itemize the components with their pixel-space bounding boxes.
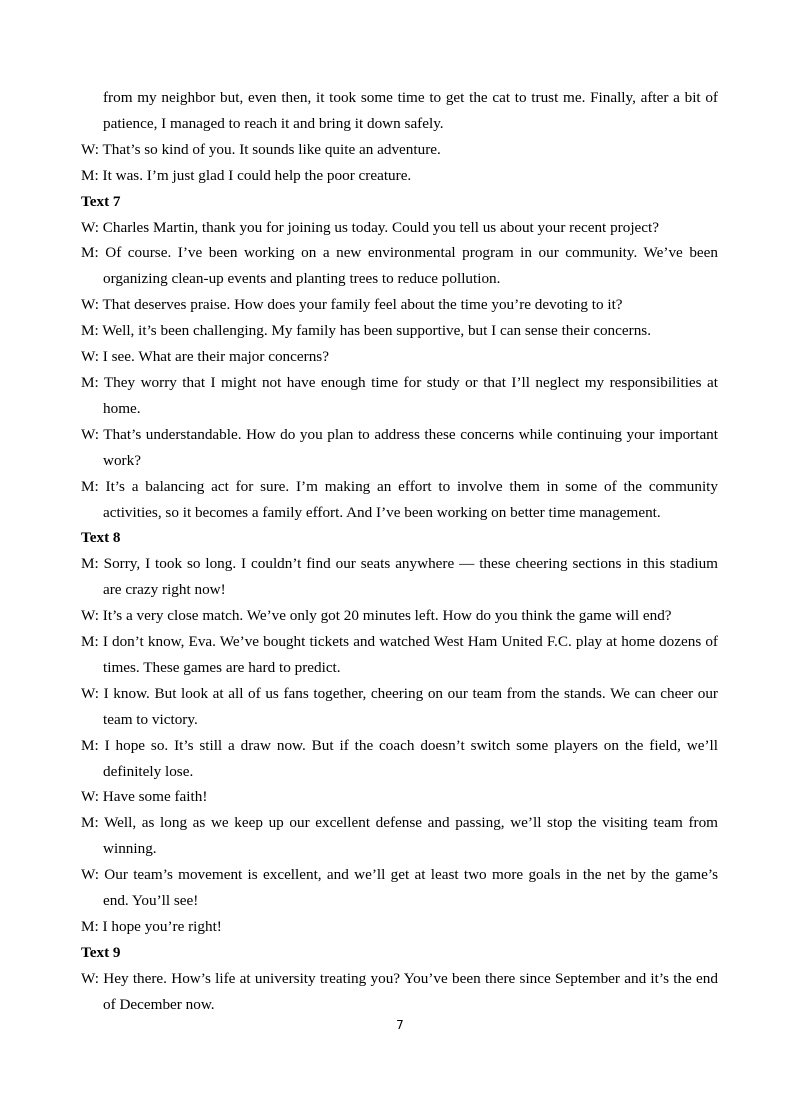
page-number: 7 — [396, 1018, 404, 1032]
dialogue-continuation: from my neighbor but, even then, it took some time to get the cat to trust me. Finally, after a bit of patience, I managed to reach it and bring it down safely. — [103, 89, 718, 132]
dialogue-line: M: I don’t know, Eva. We’ve bought tickets and watched West Ham United F.C. play at home dozens of times. These games are hard to predict. — [81, 633, 718, 676]
dialogue-line: M: Of course. I’ve been working on a new environmental program in our community. We’ve been organizing clean-up events and planting trees to reduce pollution. — [81, 244, 718, 288]
section-heading: Text 9 — [81, 943, 121, 961]
dialogue-line: W: Our team’s movement is excellent, and we’ll get at least two more goals in the net by the game’s end. You’ll see! — [81, 866, 718, 910]
dialogue-line: M: I hope you’re right! — [81, 918, 222, 935]
dialogue-line: W: I know. But look at all of us fans together, cheering on our team from the stands. We can cheer our team to victory. — [81, 684, 718, 728]
dialogue-line: W: That deserves praise. How does your family feel about the time you’re devoting to it? — [81, 296, 623, 314]
dialogue-line: W: I see. What are their major concerns? — [81, 348, 329, 366]
dialogue-line: M: I hope so. It’s still a draw now. But if the coach doesn’t switch some players on the field, we’ll definitely lose. — [81, 736, 718, 780]
dialogue-line: W: It’s a very close match. We’ve only got 20 minutes left. How do you think the game will end? — [81, 607, 672, 625]
section-heading: Text 8 — [81, 529, 121, 547]
dialogue-line: M: It was. I’m just glad I could help the poor creature. — [81, 166, 412, 184]
dialogue-line: W: Have some faith! — [81, 788, 208, 806]
page-content — [81, 85, 718, 1018]
dialogue-line: W: That’s understandable. How do you plan to address these concerns while continuing your important work? — [81, 425, 718, 469]
section-heading: Text 7 — [81, 192, 121, 210]
dialogue-line: W: Charles Martin, thank you for joining us today. Could you tell us about your recent project? — [81, 218, 659, 236]
dialogue-line: M: Well, it’s been challenging. My family has been supportive, but I can sense their concerns. — [81, 322, 651, 340]
dialogue-line: M: They worry that I might not have enough time for study or that I’ll neglect my responsibilities at home. — [81, 373, 718, 417]
dialogue-line: W: That’s so kind of you. It sounds like quite an adventure. — [81, 140, 441, 158]
dialogue-line: W: Hey there. How’s life at university treating you? You’ve been there since September and it’s the end of December now. — [81, 969, 718, 1013]
dialogue-line: M: Sorry, I took so long. I couldn’t find our seats anywhere — these cheering sections in this stadium are crazy right now! — [81, 555, 718, 599]
dialogue-line: M: It’s a balancing act for sure. I’m making an effort to involve them in some of the community activities, so it becomes a family effort. And I’ve been working on better time management. — [81, 477, 718, 521]
dialogue-line: M: Well, as long as we keep up our excellent defense and passing, we’ll stop the visiting team from winning. — [81, 814, 718, 858]
